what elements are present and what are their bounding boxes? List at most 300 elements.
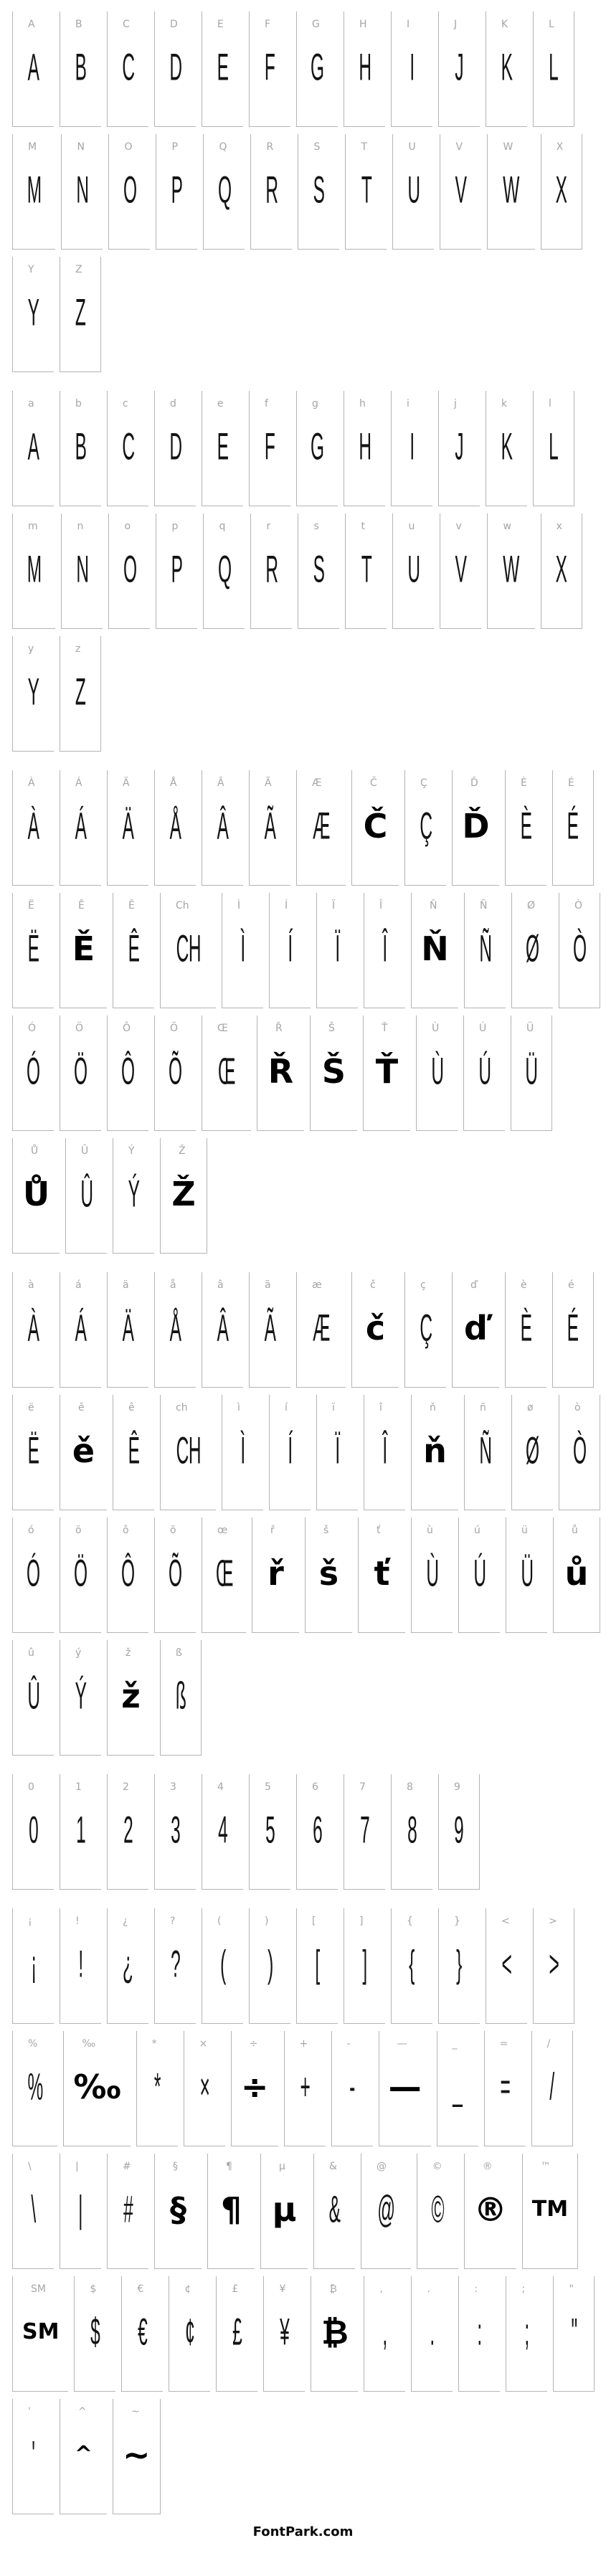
glyph-cell bbox=[60, 391, 101, 506]
glyph-cell bbox=[458, 2276, 500, 2392]
glyph-row bbox=[12, 1015, 606, 1131]
cell-glyph-area bbox=[267, 1039, 295, 1103]
cell-glyph: ř bbox=[268, 1553, 284, 1593]
cell-glyph-area bbox=[163, 537, 191, 601]
cell-glyph-area bbox=[471, 1419, 499, 1482]
cell-glyph-area bbox=[209, 1932, 237, 1996]
cell-glyph: Ů bbox=[22, 1174, 50, 1213]
cell-character-label: à bbox=[28, 1279, 34, 1291]
cell-glyph-area bbox=[305, 158, 333, 222]
cell-character-label: z bbox=[75, 643, 81, 655]
cell-character-label: 9 bbox=[454, 1781, 460, 1793]
glyph-cell bbox=[202, 391, 243, 506]
cell-glyph: È bbox=[520, 804, 532, 848]
cell-character-label: Ò bbox=[574, 900, 583, 911]
cell-glyph-area bbox=[223, 2300, 251, 2364]
cell-character-label: š bbox=[323, 1525, 329, 1536]
cell-glyph-area bbox=[513, 1541, 541, 1605]
cell-character-label: 3 bbox=[170, 1781, 176, 1793]
cell-glyph: [ bbox=[315, 1942, 320, 1986]
cell-glyph: N bbox=[76, 547, 89, 591]
cell-character-label: Ù bbox=[432, 1023, 440, 1034]
cell-glyph-area bbox=[512, 794, 540, 858]
cell-character-label: l bbox=[549, 398, 551, 409]
cell-glyph: ÷ bbox=[240, 2067, 269, 2106]
cell-glyph-area bbox=[120, 1162, 148, 1226]
cell-glyph-area bbox=[540, 415, 567, 478]
cell-glyph: | bbox=[78, 2187, 83, 2231]
glyph-cell bbox=[154, 1272, 196, 1388]
cell-character-label: § bbox=[173, 2161, 178, 2172]
glyph-cell bbox=[298, 134, 339, 250]
cell-glyph: Õ bbox=[169, 1551, 182, 1595]
cell-glyph: G bbox=[311, 45, 324, 89]
glyph-cell bbox=[12, 1774, 54, 1890]
glyph-cell bbox=[154, 1015, 196, 1131]
glyph-cell bbox=[65, 1138, 107, 1254]
cell-glyph: Č bbox=[363, 806, 388, 846]
cell-glyph-area bbox=[351, 415, 379, 478]
glyph-cell bbox=[511, 1015, 552, 1131]
cell-glyph-area bbox=[421, 917, 449, 980]
glyph-cell bbox=[113, 893, 154, 1008]
cell-glyph-area bbox=[513, 2300, 541, 2364]
glyph-cell bbox=[463, 1015, 505, 1131]
cell-glyph: Â bbox=[217, 804, 229, 848]
glyph-cell bbox=[533, 391, 574, 506]
cell-character-label: k bbox=[501, 398, 508, 409]
cell-character-label: Õ bbox=[170, 1023, 179, 1034]
cell-glyph-area bbox=[447, 537, 475, 601]
cell-glyph: Ê bbox=[128, 1429, 140, 1472]
cell-character-label: y bbox=[28, 643, 34, 655]
cell-glyph-area bbox=[276, 917, 304, 980]
cell-character-label: î bbox=[379, 1402, 382, 1414]
cell-glyph-area bbox=[303, 1798, 331, 1862]
cell-character-label: M bbox=[28, 141, 37, 153]
cell-glyph: E bbox=[217, 425, 229, 468]
cell-character-label: À bbox=[28, 777, 35, 789]
cell-glyph: I bbox=[409, 425, 415, 468]
cell-glyph: Ã bbox=[264, 1306, 276, 1350]
cell-glyph-area bbox=[209, 35, 237, 99]
glyph-cell bbox=[107, 1908, 148, 2024]
glyph-row bbox=[12, 1908, 606, 2024]
glyph-cell bbox=[154, 1774, 196, 1890]
glyph-cell bbox=[269, 1395, 311, 1510]
cell-character-label: á bbox=[75, 1279, 82, 1291]
glyph-cell bbox=[438, 391, 480, 506]
glyph-cell bbox=[249, 1272, 290, 1388]
cell-character-label: \ bbox=[28, 2161, 32, 2172]
cell-glyph-area bbox=[493, 415, 521, 478]
cell-glyph: F bbox=[265, 45, 275, 89]
cell-glyph: Ä bbox=[122, 1306, 134, 1350]
glyph-cell bbox=[154, 1517, 196, 1633]
cell-glyph: Œ bbox=[215, 1551, 233, 1595]
cell-character-label: / bbox=[546, 2038, 551, 2050]
cell-character-label: × bbox=[199, 2038, 208, 2050]
cell-glyph-area bbox=[19, 660, 47, 724]
cell-glyph: D bbox=[169, 425, 182, 468]
cell-glyph-area bbox=[19, 1419, 47, 1482]
cell-glyph-area bbox=[19, 917, 47, 980]
glyph-cell bbox=[296, 1908, 338, 2024]
cell-glyph-area bbox=[114, 1932, 142, 1996]
glyph-row bbox=[12, 1640, 606, 1756]
cell-character-label: $ bbox=[90, 2283, 97, 2295]
cell-glyph: @ bbox=[377, 2187, 395, 2231]
cell-glyph-area bbox=[305, 537, 333, 601]
cell-glyph-area bbox=[256, 35, 284, 99]
cell-glyph: N bbox=[76, 168, 89, 212]
cell-glyph: U bbox=[407, 168, 420, 212]
cell-glyph: È bbox=[520, 1306, 532, 1350]
cell-character-label: 0 bbox=[28, 1781, 34, 1793]
cell-glyph-area bbox=[19, 158, 49, 222]
cell-character-label: ü bbox=[521, 1525, 528, 1536]
cell-glyph: À bbox=[27, 1306, 39, 1350]
glyph-cell bbox=[533, 11, 574, 127]
cell-glyph-area bbox=[128, 2300, 156, 2364]
glyph-cell bbox=[12, 893, 54, 1008]
cell-character-label: ý bbox=[75, 1647, 82, 1659]
cell-glyph: ^ bbox=[74, 2441, 93, 2467]
cell-glyph-area bbox=[114, 1541, 142, 1605]
cell-glyph: O bbox=[123, 168, 137, 212]
cell-character-label: ¢ bbox=[184, 2283, 191, 2295]
cell-character-label: ř bbox=[270, 1525, 275, 1536]
glyph-cell bbox=[392, 134, 434, 250]
cell-glyph: F bbox=[265, 425, 275, 468]
cell-character-label: Â bbox=[217, 777, 224, 789]
cell-character-label: J bbox=[454, 19, 458, 30]
glyph-cell bbox=[216, 2276, 257, 2392]
glyph-cell bbox=[296, 1272, 346, 1388]
cell-character-label: ¡ bbox=[28, 1916, 32, 1927]
cell-glyph: - bbox=[349, 2065, 355, 2108]
glyph-cell bbox=[107, 1517, 148, 1633]
cell-character-label: È bbox=[521, 777, 527, 789]
cell-glyph: Ù bbox=[430, 1049, 444, 1093]
cell-glyph: ‰ bbox=[73, 2067, 121, 2106]
cell-character-label: ™ bbox=[540, 2161, 551, 2172]
cell-glyph: 5 bbox=[265, 1808, 275, 1852]
cell-character-label: s bbox=[313, 521, 319, 532]
cell-glyph: \ bbox=[31, 2187, 36, 2231]
glyph-cell bbox=[12, 1517, 54, 1633]
glyph-cell bbox=[202, 1517, 246, 1633]
glyph-cell bbox=[411, 1395, 458, 1510]
cell-glyph-area bbox=[115, 537, 143, 601]
glyph-cell bbox=[107, 1272, 148, 1388]
cell-character-label: t bbox=[361, 521, 365, 532]
cell-glyph: " bbox=[571, 2310, 577, 2354]
glyph-cell bbox=[486, 11, 527, 127]
cell-glyph-area bbox=[19, 1664, 47, 1728]
cell-character-label: R bbox=[266, 141, 274, 153]
cell-glyph-area bbox=[540, 1932, 567, 1996]
cell-character-label: H bbox=[359, 19, 367, 30]
glyph-cell bbox=[351, 770, 399, 886]
glyph-cell bbox=[417, 2154, 458, 2269]
glyph-cell bbox=[344, 11, 385, 127]
glyph-cell bbox=[12, 1272, 54, 1388]
cell-glyph: A bbox=[27, 425, 39, 468]
cell-character-label: | bbox=[75, 2161, 79, 2172]
cell-glyph-area bbox=[19, 2423, 47, 2486]
cell-glyph: % bbox=[27, 2065, 43, 2108]
glyph-cell bbox=[154, 391, 196, 506]
cell-glyph: 8 bbox=[407, 1808, 417, 1852]
cell-glyph: B bbox=[75, 45, 87, 89]
glyph-cell bbox=[60, 2154, 101, 2269]
glyph-cell bbox=[12, 1640, 54, 1756]
cell-glyph: M bbox=[27, 168, 42, 212]
glyph-cell bbox=[437, 2031, 478, 2146]
glyph-cell bbox=[60, 1395, 107, 1510]
cell-glyph-area bbox=[217, 2177, 245, 2241]
glyph-cell bbox=[486, 391, 527, 506]
cell-glyph: 7 bbox=[359, 1808, 370, 1852]
cell-character-label: - bbox=[346, 2038, 351, 2050]
cell-glyph-area bbox=[291, 2055, 319, 2118]
cell-glyph: Û bbox=[27, 1674, 40, 1718]
glyph-section-uppercase bbox=[12, 11, 606, 372]
cell-glyph-area bbox=[445, 1798, 473, 1862]
cell-character-label: ch bbox=[176, 1402, 188, 1414]
cell-glyph-area bbox=[323, 917, 351, 980]
glyph-cell bbox=[160, 893, 216, 1008]
cell-glyph: TM bbox=[531, 2196, 569, 2222]
glyph-cell bbox=[296, 1774, 338, 1890]
cell-glyph-area bbox=[338, 2055, 366, 2118]
cell-character-label: E bbox=[217, 19, 224, 30]
cell-character-label: Î bbox=[379, 900, 383, 911]
cell-glyph: Û bbox=[80, 1172, 93, 1216]
glyph-row bbox=[12, 513, 606, 629]
cell-character-label: Ó bbox=[28, 1023, 37, 1034]
cell-character-label: Ã bbox=[265, 777, 272, 789]
glyph-cell bbox=[203, 513, 245, 629]
cell-character-label: h bbox=[359, 398, 366, 409]
cell-character-label: Í bbox=[285, 900, 288, 911]
cell-character-label: Ú bbox=[479, 1023, 487, 1034]
cell-character-label: % bbox=[28, 2038, 38, 2050]
cell-glyph-area bbox=[389, 2055, 422, 2118]
glyph-cell bbox=[156, 513, 197, 629]
glyph-cell bbox=[249, 770, 290, 886]
glyph-cell bbox=[107, 770, 148, 886]
cell-glyph-area bbox=[418, 1541, 446, 1605]
cell-glyph: Ó bbox=[27, 1049, 40, 1093]
glyph-cell bbox=[364, 1395, 405, 1510]
cell-character-label: ì bbox=[237, 1402, 240, 1414]
cell-glyph: Ň bbox=[421, 929, 449, 968]
cell-glyph-area bbox=[114, 2177, 142, 2241]
cell-character-label: x bbox=[556, 521, 562, 532]
cell-glyph-area bbox=[114, 1039, 142, 1103]
glyph-cell bbox=[411, 1517, 453, 1633]
glyph-cell bbox=[257, 1015, 304, 1131]
cell-glyph: W bbox=[503, 547, 520, 591]
glyph-cell bbox=[60, 257, 101, 372]
glyph-section-uppercase-accented bbox=[12, 770, 606, 1254]
cell-character-label: è bbox=[521, 1279, 527, 1291]
cell-glyph-area bbox=[276, 1419, 304, 1482]
glyph-cell bbox=[12, 1908, 54, 2024]
cell-glyph: K bbox=[501, 425, 513, 468]
cell-character-label: o bbox=[124, 521, 131, 532]
cell-glyph: ě bbox=[72, 1431, 95, 1470]
cell-glyph-area bbox=[161, 1296, 189, 1360]
cell-glyph-area bbox=[67, 35, 95, 99]
cell-glyph-area bbox=[256, 1932, 284, 1996]
glyph-cell bbox=[60, 1640, 101, 1756]
cell-glyph-area bbox=[465, 1541, 493, 1605]
cell-character-label: ã bbox=[265, 1279, 271, 1291]
cell-glyph-area bbox=[123, 2423, 151, 2486]
cell-glyph-area bbox=[67, 280, 94, 344]
cell-character-label: ; bbox=[521, 2283, 526, 2295]
cell-glyph-area bbox=[19, 794, 47, 858]
cell-glyph-area bbox=[114, 1798, 142, 1862]
cell-glyph: & bbox=[328, 2187, 341, 2231]
glyph-cell bbox=[222, 1395, 263, 1510]
glyph-cell bbox=[313, 2154, 355, 2269]
cell-glyph: ď bbox=[464, 1308, 488, 1348]
cell-glyph: Z bbox=[75, 670, 86, 714]
cell-glyph: µ bbox=[272, 2189, 297, 2229]
cell-character-label: æ bbox=[312, 1279, 322, 1291]
cell-glyph-area bbox=[424, 2177, 452, 2241]
cell-glyph: Ù bbox=[425, 1551, 439, 1595]
cell-character-label: _ bbox=[452, 2038, 458, 2050]
cell-character-label: W bbox=[503, 141, 513, 153]
glyph-cell bbox=[203, 134, 245, 250]
glyph-section-digits bbox=[12, 1774, 606, 1890]
cell-glyph-area bbox=[323, 1419, 351, 1482]
cell-glyph: * bbox=[153, 2065, 161, 2108]
cell-glyph-area bbox=[19, 280, 47, 344]
glyph-cell bbox=[552, 770, 594, 886]
cell-glyph-area bbox=[67, 794, 95, 858]
cell-glyph-area bbox=[351, 35, 379, 99]
cell-character-label: B bbox=[75, 19, 82, 30]
glyph-cell bbox=[202, 11, 243, 127]
cell-glyph: : bbox=[477, 2310, 483, 2354]
cell-glyph-area bbox=[445, 35, 473, 99]
cell-character-label: n bbox=[77, 521, 84, 532]
cell-glyph-area bbox=[371, 917, 399, 980]
cell-glyph-area bbox=[161, 415, 189, 478]
cell-glyph-area bbox=[161, 794, 189, 858]
cell-character-label: Ê bbox=[128, 900, 135, 911]
cell-glyph-area bbox=[68, 158, 96, 222]
cell-glyph: ! bbox=[78, 1942, 83, 1986]
glyph-cell bbox=[364, 2276, 405, 2392]
glyph-cell bbox=[440, 513, 481, 629]
cell-glyph-area bbox=[303, 35, 331, 99]
cell-glyph: Ü bbox=[520, 1551, 534, 1595]
glyph-cell bbox=[12, 391, 54, 506]
cell-character-label: ï bbox=[332, 1402, 335, 1414]
glyph-row bbox=[12, 2399, 606, 2514]
glyph-cell bbox=[121, 2276, 163, 2392]
cell-glyph-area bbox=[532, 2177, 568, 2241]
cell-glyph: _ bbox=[453, 2065, 463, 2108]
cell-glyph: Ö bbox=[74, 1551, 87, 1595]
cell-glyph-area bbox=[257, 537, 285, 601]
cell-glyph: ů bbox=[564, 1553, 589, 1593]
cell-glyph-area bbox=[398, 1798, 426, 1862]
cell-character-label: 6 bbox=[312, 1781, 318, 1793]
cell-glyph: 9 bbox=[454, 1808, 464, 1852]
cell-glyph: ť bbox=[374, 1553, 390, 1593]
cell-character-label: Ö bbox=[75, 1023, 84, 1034]
cell-character-label: ô bbox=[123, 1525, 129, 1536]
cell-character-label: { bbox=[407, 1916, 413, 1927]
glyph-cell bbox=[505, 1272, 546, 1388]
cell-glyph-area bbox=[398, 415, 426, 478]
cell-glyph-area bbox=[566, 1419, 593, 1482]
cell-glyph: CH bbox=[176, 927, 201, 970]
glyph-cell bbox=[541, 513, 582, 629]
cell-character-label: € bbox=[137, 2283, 144, 2295]
glyph-cell bbox=[305, 1517, 352, 1633]
cell-character-label: é bbox=[568, 1279, 574, 1291]
cell-glyph-area bbox=[209, 1798, 237, 1862]
cell-glyph: ( bbox=[219, 1942, 226, 1986]
cell-glyph: Ñ bbox=[478, 1429, 492, 1472]
cell-glyph: Ë bbox=[27, 927, 39, 970]
cell-glyph: B bbox=[75, 425, 87, 468]
cell-character-label: & bbox=[329, 2161, 337, 2172]
cell-glyph: © bbox=[431, 2187, 445, 2231]
cell-glyph-area bbox=[371, 2300, 399, 2364]
cell-character-label: u bbox=[408, 521, 415, 532]
cell-glyph-area bbox=[399, 537, 427, 601]
cell-character-label: b bbox=[75, 398, 82, 409]
cell-glyph-area bbox=[351, 1932, 379, 1996]
cell-glyph: } bbox=[456, 1942, 463, 1986]
glyph-cell bbox=[358, 1517, 405, 1633]
cell-glyph: Ý bbox=[75, 1674, 87, 1718]
glyph-cell bbox=[61, 134, 103, 250]
glyph-cell bbox=[12, 1138, 60, 1254]
glyph-row bbox=[12, 1774, 606, 1890]
glyph-cell bbox=[316, 1395, 358, 1510]
glyph-cell bbox=[113, 2399, 161, 2514]
cell-character-label: Á bbox=[75, 777, 82, 789]
cell-glyph: R bbox=[265, 547, 278, 591]
cell-glyph: £ bbox=[232, 2310, 242, 2354]
cell-character-label: ? bbox=[170, 1916, 176, 1927]
cell-glyph: T bbox=[361, 547, 372, 591]
cell-character-label: û bbox=[28, 1647, 34, 1659]
glyph-cell bbox=[12, 513, 55, 629]
cell-character-label: P bbox=[171, 141, 178, 153]
cell-glyph: R bbox=[265, 168, 278, 212]
cell-character-label: O bbox=[124, 141, 133, 153]
glyph-cell bbox=[361, 2154, 411, 2269]
cell-glyph: H bbox=[358, 425, 371, 468]
cell-glyph: Ú bbox=[478, 1049, 491, 1093]
cell-glyph: ¥ bbox=[280, 2310, 290, 2354]
cell-glyph-area bbox=[209, 1039, 245, 1103]
cell-character-label: V bbox=[455, 141, 463, 153]
cell-glyph-area bbox=[423, 1039, 451, 1103]
